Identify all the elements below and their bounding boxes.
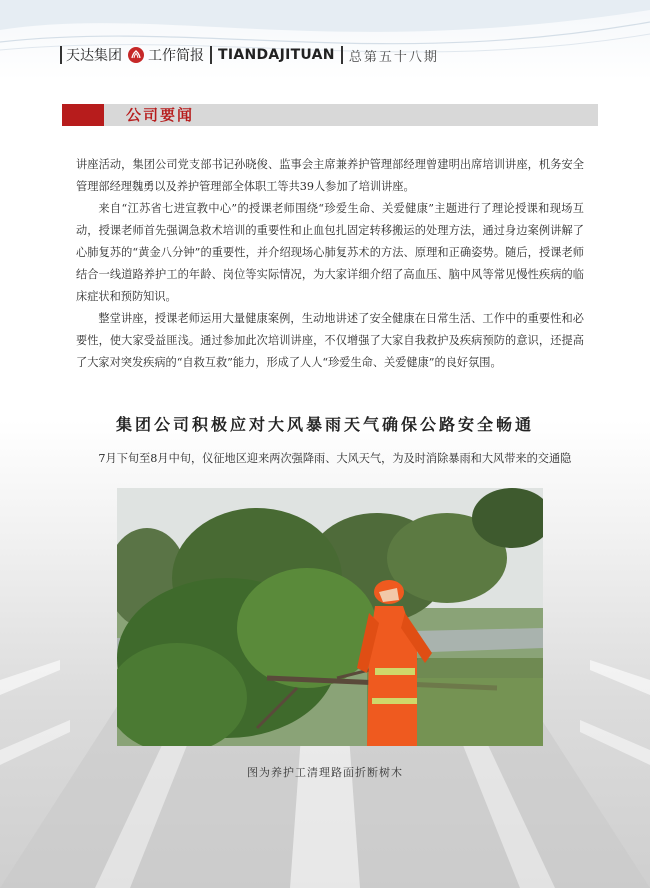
paragraph: 讲座活动，集团公司党支部书记孙晓俊、监事会主席兼养护管理部经理曾建明出席培训讲座，机务安全管理部经理魏勇以及养护管理部全体职工等共39人参加了培训讲座。 xyxy=(76,158,584,193)
header-divider xyxy=(210,46,212,64)
section-red-block xyxy=(62,104,104,126)
page-header xyxy=(0,0,650,80)
header-brief-label: 工作简报 xyxy=(148,48,204,64)
fallen-tree-photo xyxy=(117,488,543,746)
header-company-name: 天达集团 xyxy=(66,48,122,64)
paragraph: 7月下旬至8月中旬，仪征地区迎来两次强降雨、大风天气，为及时消除暴雨和大风带来的交通隐 xyxy=(98,452,572,465)
header-row xyxy=(60,42,439,68)
paragraph: 来自“江苏省七进宣教中心”的授课老师围绕“珍爱生命、关爱健康”主题进行了理论授课和现场互动，授课老师首先强调急救术培训的重要性和止血包扎固定转移搬运的处理方法，通过身边案例讲解了心肺复苏的“黄金八分钟”的重要性，并介绍现场心肺复苏术的方法、原理和正确姿势。随后，授课老师结合一线道路养护工的年龄、岗位等实际情况，为大家详细介绍了高血压、脑中风等常见慢性疾病的临床症状和预防知识。 xyxy=(76,202,584,303)
header-swoosh-graphic xyxy=(0,0,650,80)
company-logo-icon xyxy=(128,47,144,63)
article-intro xyxy=(76,448,584,470)
header-divider xyxy=(60,46,62,64)
paragraph: 整堂讲座，授课老师运用大量健康案例，生动地讲述了安全健康在日常生活、工作中的重要性和必要性，使大家受益匪浅。通过参加此次培训讲座，不仅增强了大家自我救护及疾病预防的意识，还提高了大家对突发疾病的“自救互救”能力，形成了人人“珍爱生命、关爱健康”的良好氛围。 xyxy=(76,312,584,369)
article-photo xyxy=(117,488,543,746)
photo-caption: 图为养护工清理路面折断树木 xyxy=(247,766,403,779)
section-title: 公司要闻 xyxy=(126,106,195,124)
header-issue-number: 总第五十八期 xyxy=(348,49,439,65)
header-latin-name: TIANDAJITUAN xyxy=(218,47,335,63)
news-body xyxy=(76,154,584,374)
section-header xyxy=(62,104,598,126)
header-divider xyxy=(341,46,343,64)
article-title: 集团公司积极应对大风暴雨天气确保公路安全畅通 xyxy=(115,415,534,434)
